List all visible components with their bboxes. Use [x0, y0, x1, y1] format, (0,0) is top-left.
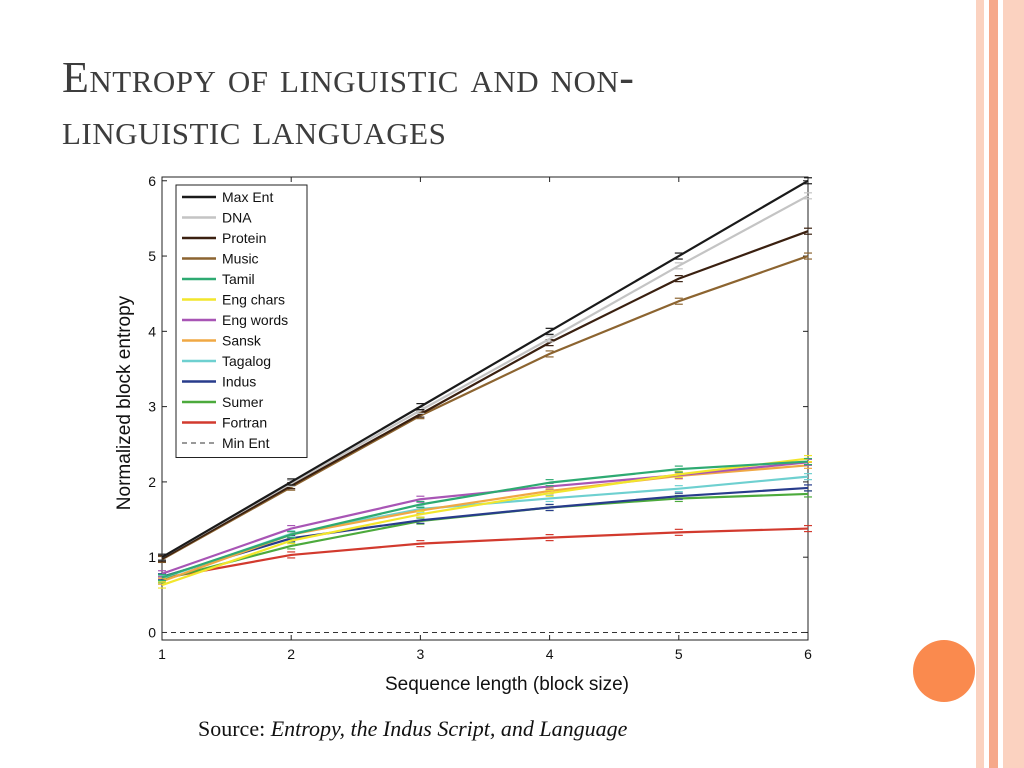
y-tick-label: 4 [148, 323, 156, 340]
x-tick-label: 3 [416, 646, 425, 662]
legend-label-max-ent: Max Ent [222, 189, 274, 205]
legend-label-sumer: Sumer [222, 394, 264, 410]
x-tick-label: 5 [674, 646, 683, 662]
slide-title-line2: linguistic languages [62, 105, 447, 154]
source-label: Source: [198, 716, 266, 741]
legend-label-sansk: Sansk [222, 332, 261, 349]
y-tick-label: 0 [148, 624, 156, 641]
legend-label-music: Music [222, 250, 259, 267]
legend-label-min-ent: Min Ent [222, 435, 270, 451]
y-tick-label: 5 [148, 248, 156, 265]
x-tick-label: 4 [545, 646, 554, 662]
y-tick-label: 3 [148, 398, 156, 415]
legend [176, 185, 307, 458]
legend-label-tamil: Tamil [222, 271, 255, 287]
y-tick-label: 2 [148, 473, 156, 490]
y-axis-label: Normalized block entropy [114, 295, 135, 511]
legend-label-eng-words: Eng words [222, 312, 289, 328]
legend-label-indus: Indus [222, 373, 257, 390]
source-title: Entropy, the Indus Script, and Language [270, 716, 628, 741]
legend-label-protein: Protein [222, 230, 267, 246]
x-tick-label: 6 [804, 646, 812, 662]
y-tick-label: 1 [148, 549, 156, 566]
y-tick-label: 6 [148, 172, 156, 189]
source-caption [198, 716, 627, 742]
x-axis-label: Sequence length (block size) [385, 674, 629, 695]
x-tick-label: 2 [287, 646, 296, 662]
slide-title-line1: Entropy of linguistic and non- [62, 53, 635, 102]
legend-label-eng-chars: Eng chars [222, 291, 286, 308]
x-tick-label: 1 [158, 646, 166, 662]
legend-label-tagalog: Tagalog [222, 353, 272, 369]
legend-label-dna: DNA [222, 209, 252, 226]
legend-label-fortran: Fortran [222, 414, 268, 431]
